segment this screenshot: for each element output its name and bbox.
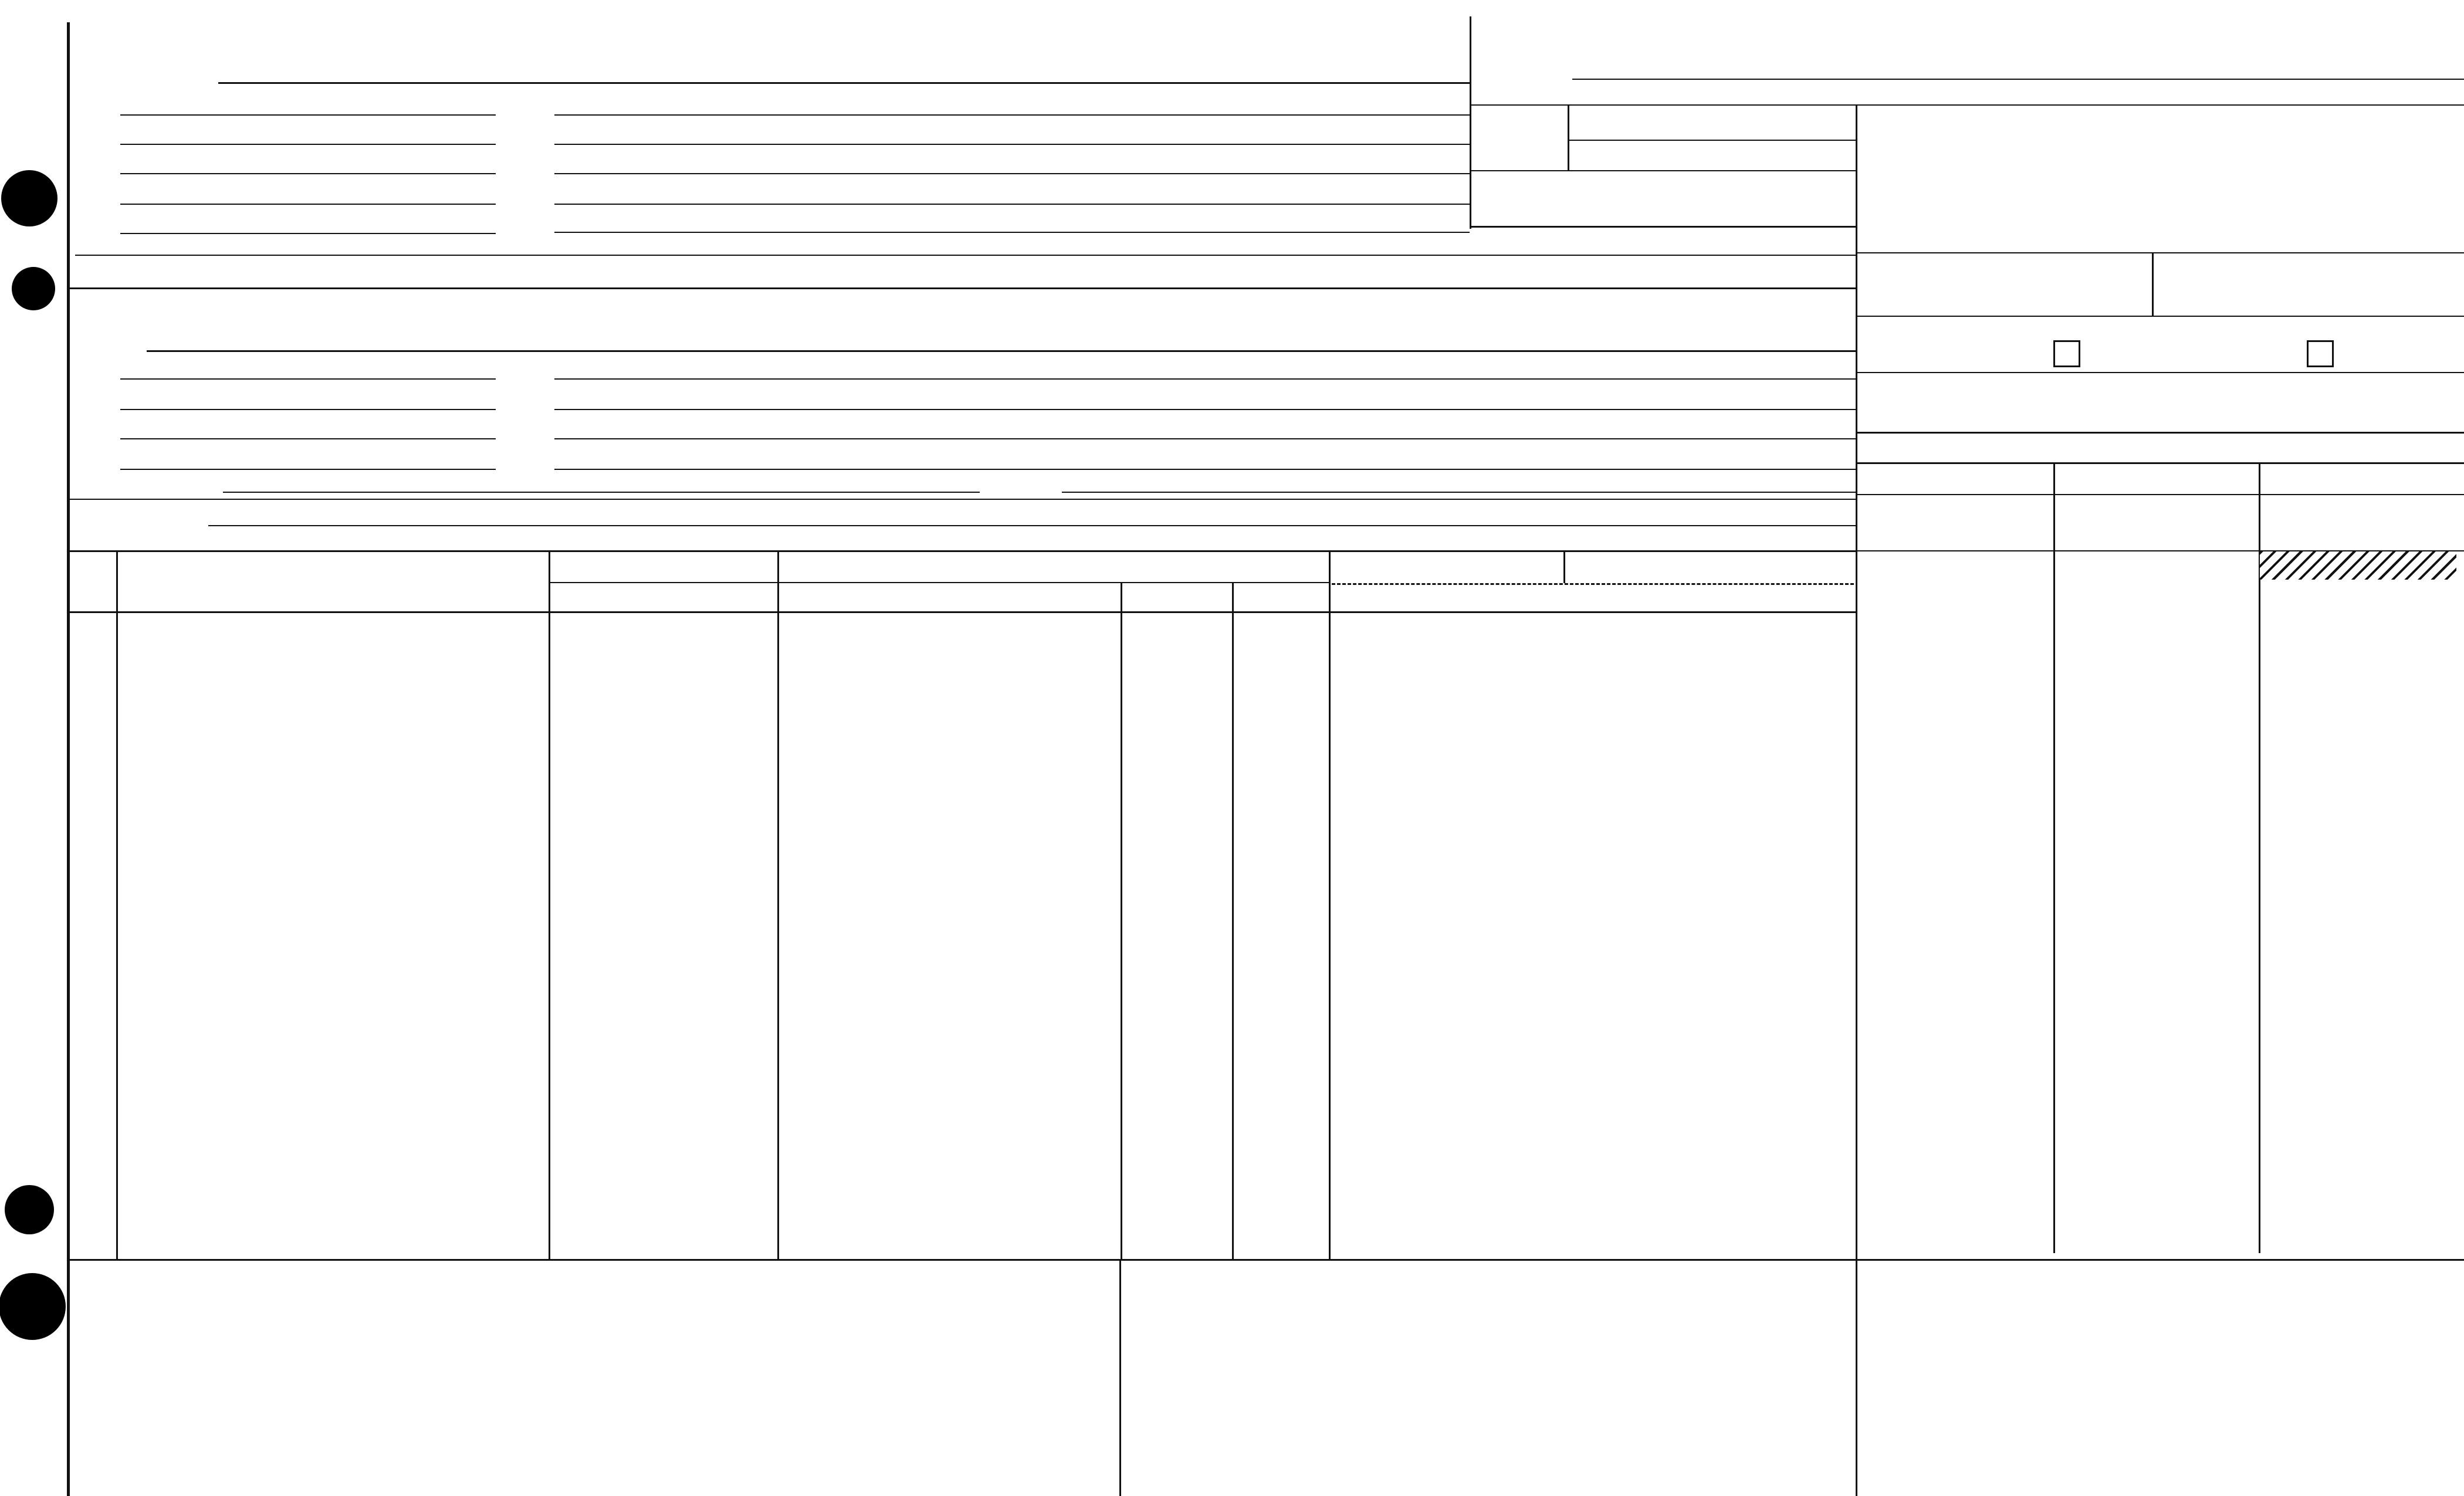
husband-bur-place-line[interactable] (554, 232, 1470, 233)
husband-died-line[interactable] (120, 204, 496, 205)
col-sex (116, 551, 118, 1260)
relation-divider (2152, 252, 2154, 316)
husband-marr-line[interactable] (120, 173, 496, 174)
died-header-divider (1563, 551, 1565, 583)
header-wife-line (1470, 104, 2464, 106)
wife-born-line[interactable] (120, 378, 496, 380)
yes-checkbox[interactable] (2053, 340, 2080, 367)
lds-col-2 (2259, 462, 2260, 1253)
when-born-under (549, 582, 777, 583)
wife-father-line[interactable] (223, 492, 980, 493)
children-bottom (68, 1259, 2464, 1261)
date-submitted-bottom (1856, 432, 2464, 434)
lds-col-1 (2053, 462, 2055, 1253)
no-checkbox[interactable] (2307, 340, 2334, 367)
wife-chr-line[interactable] (120, 409, 496, 410)
husband-born-place-line[interactable] (554, 114, 1470, 116)
col-name (549, 551, 550, 1260)
wife-mother-line[interactable] (1062, 492, 1856, 493)
right-panel-divider (1856, 106, 1857, 1496)
col-county (1232, 582, 1234, 1260)
lds-header-bottom (1856, 494, 2464, 495)
husband-chr-line[interactable] (120, 144, 496, 145)
husband-marr-place-line[interactable] (554, 173, 1470, 174)
col-town (1121, 582, 1122, 1260)
form-left-border (67, 22, 70, 1496)
relation-bottom (1856, 316, 2464, 317)
husband-chr-place-line[interactable] (554, 144, 1470, 145)
husband-born-line[interactable] (120, 114, 496, 116)
wife-born-place-line[interactable] (554, 378, 1856, 380)
ward-divider (1568, 106, 1569, 170)
children-header-bottom (68, 611, 1856, 613)
husband-died-place-line[interactable] (554, 204, 1470, 205)
husband-section-bottom (68, 287, 1856, 289)
punch-hole (5, 1185, 54, 1234)
wife-name-line (147, 350, 1856, 352)
husband-father-line (75, 255, 1856, 256)
punch-hole (12, 267, 55, 310)
submitter-bottom (1856, 252, 2464, 253)
died-header-dash (1332, 583, 1854, 585)
ward-bottom-line (1470, 170, 1856, 171)
wife-other-husbands-line[interactable] (208, 525, 1856, 526)
husband-name-line (218, 82, 1470, 84)
punch-hole (0, 1273, 66, 1340)
wife-divider (68, 499, 1856, 500)
header-husband-line (1572, 79, 2464, 80)
lds-hatch-block (2260, 551, 2456, 580)
wife-bur-line[interactable] (120, 469, 496, 470)
wife-chr-place-line[interactable] (554, 409, 1856, 410)
four-gen-bottom (1856, 372, 2464, 373)
header-right-bottom (1470, 226, 1856, 228)
wife-section-bottom (68, 550, 1856, 552)
col-born (777, 551, 779, 1260)
lds-title-bottom (1856, 462, 2464, 464)
where-born-under (777, 582, 1329, 583)
wife-died-place-line[interactable] (554, 438, 1856, 439)
header-divider (1470, 16, 1471, 229)
col-state (1329, 551, 1331, 1260)
punch-hole (1, 170, 57, 226)
husband-bur-line[interactable] (120, 233, 496, 234)
wife-died-line[interactable] (120, 438, 496, 439)
other-marriages-divider (1119, 1259, 1121, 1496)
examiner-line-1[interactable] (1568, 140, 1856, 141)
wife-bur-place-line[interactable] (554, 469, 1856, 470)
